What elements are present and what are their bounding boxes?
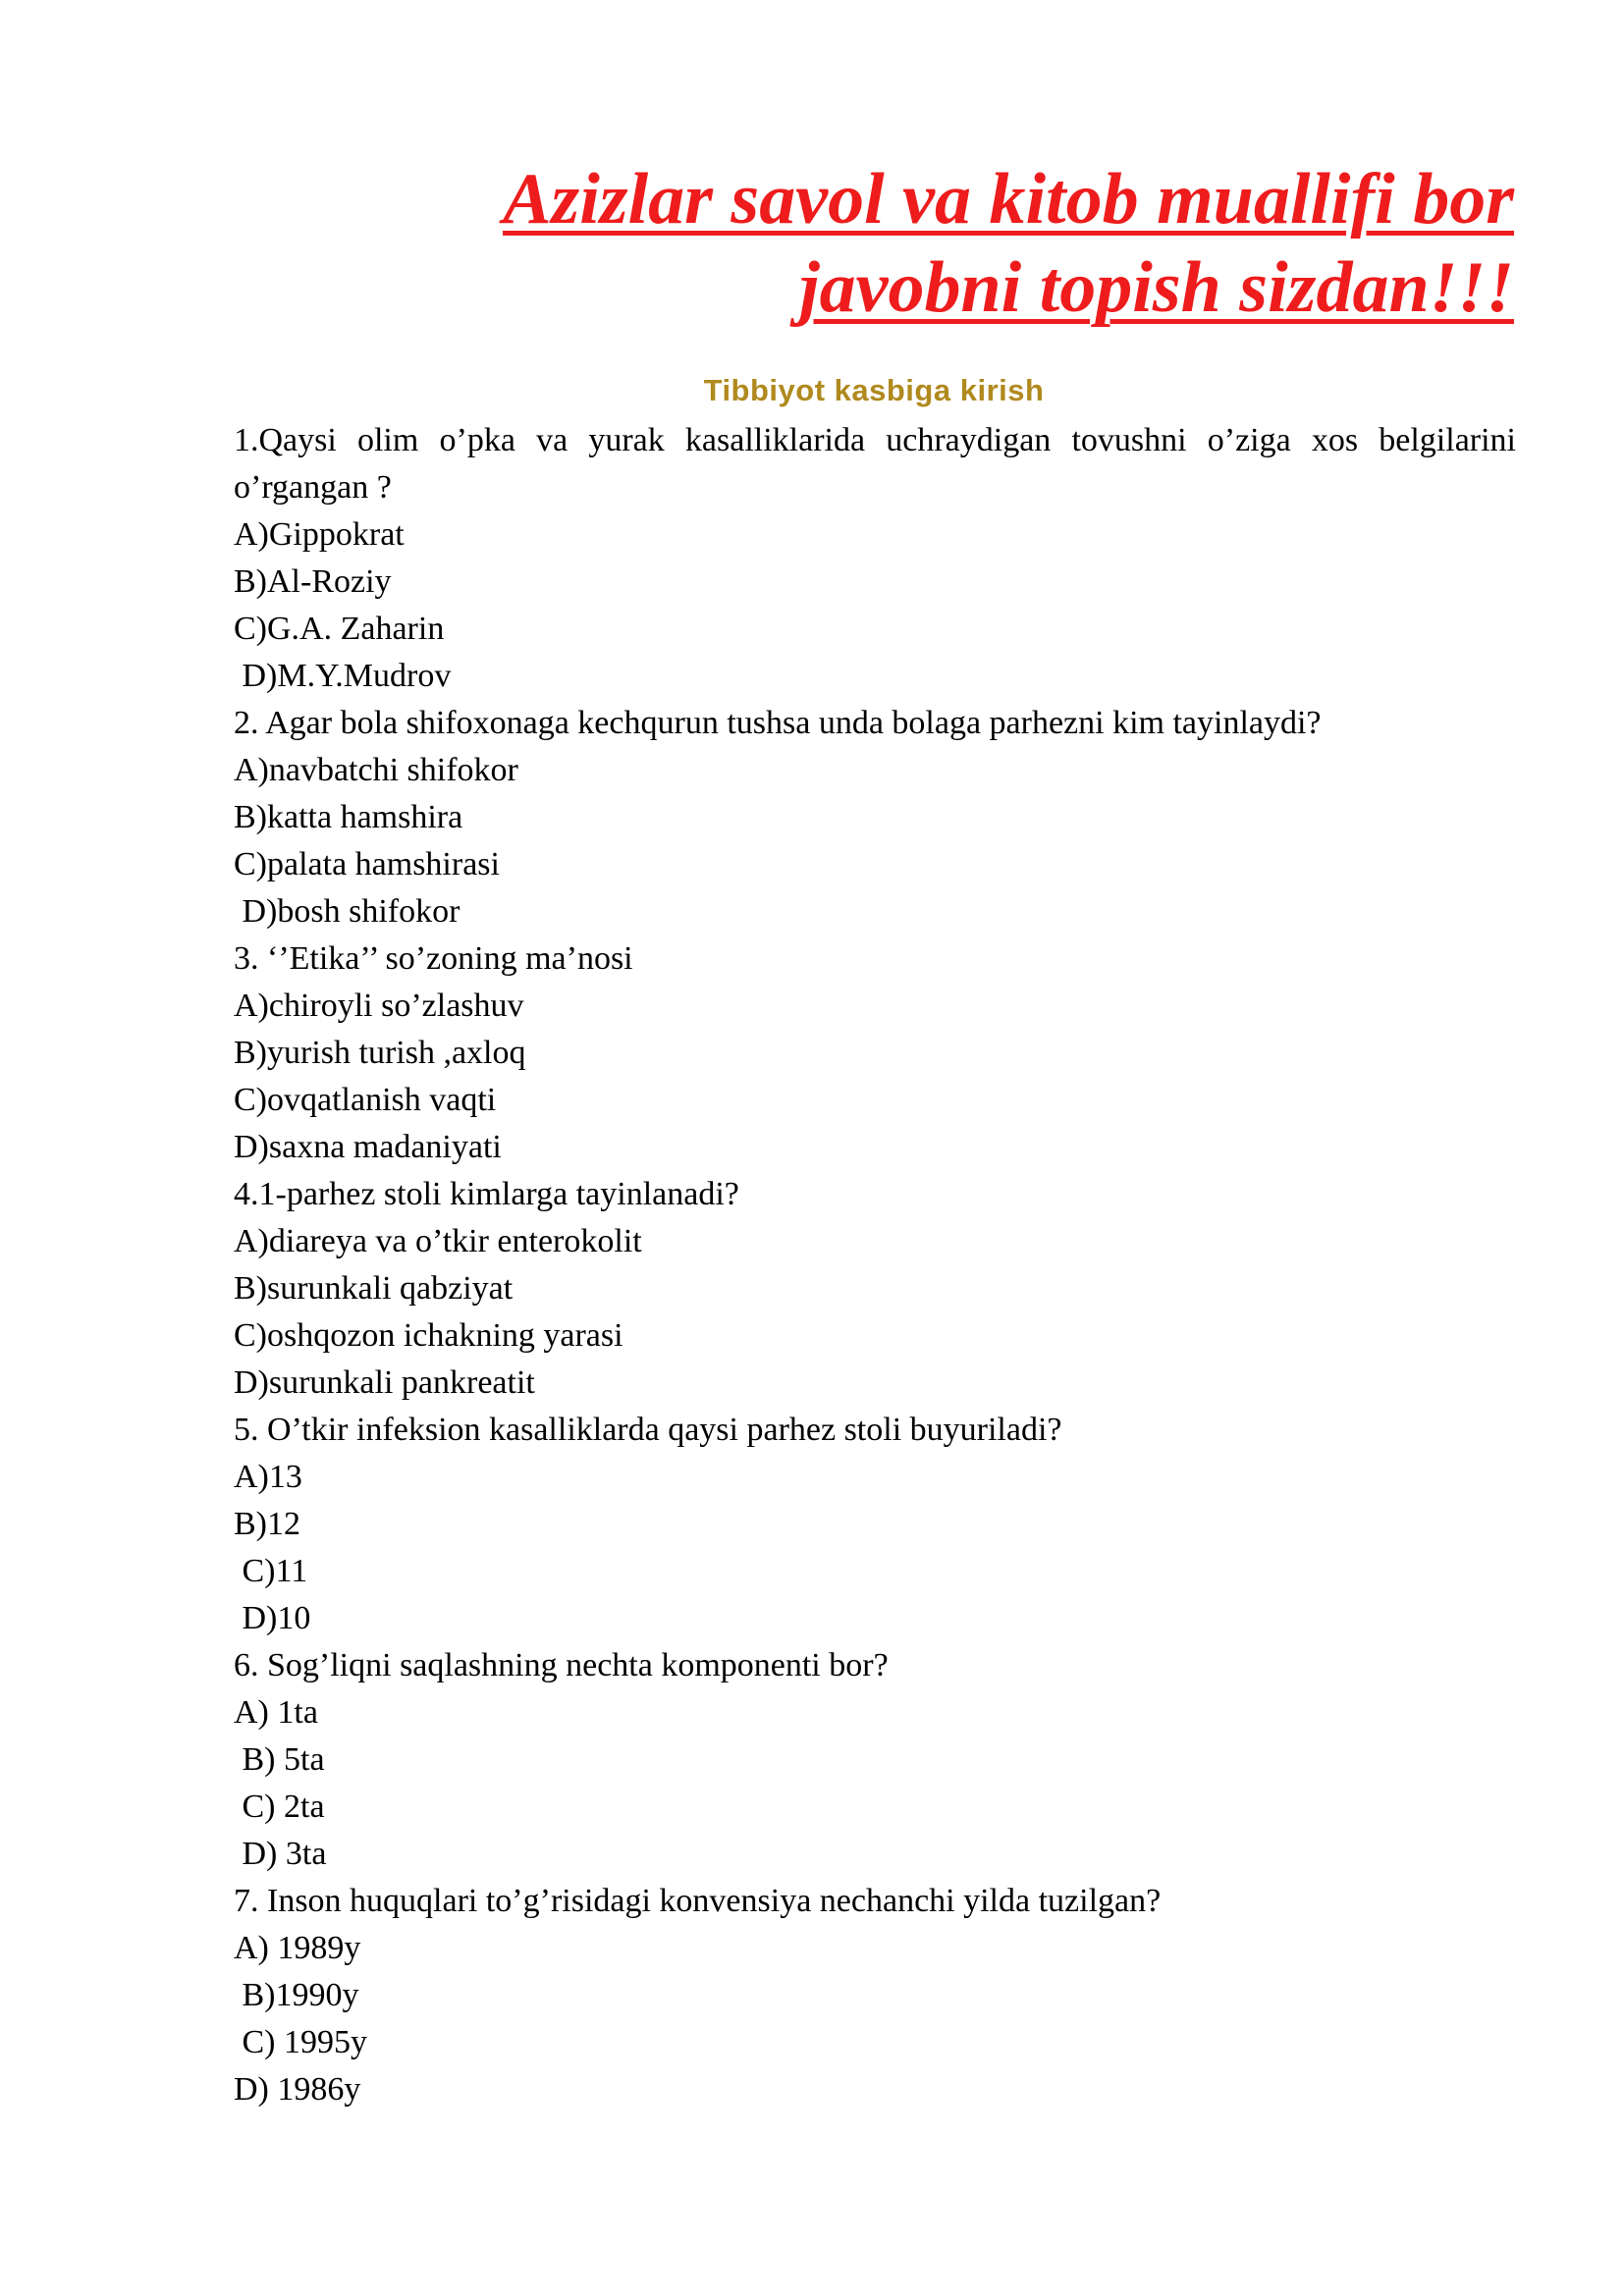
question-text: 5. O’tkir infeksion kasalliklarda qaysi parhez stoli buyuriladi? bbox=[234, 1412, 1062, 1448]
option-b: B)katta hamshira bbox=[234, 799, 463, 835]
question-1 bbox=[234, 417, 1516, 700]
option-c: C)ovqatlanish vaqti bbox=[234, 1082, 497, 1118]
option-a: A)diareya va o’tkir enterokolit bbox=[234, 1223, 642, 1259]
question-4 bbox=[234, 1171, 1516, 1407]
question-5 bbox=[234, 1407, 1516, 1642]
option-d: D)M.Y.Mudrov bbox=[234, 658, 452, 694]
question-list bbox=[234, 417, 1516, 2113]
option-c: C)oshqozon ichakning yarasi bbox=[234, 1317, 623, 1354]
question-text: 6. Sog’liqni saqlashning nechta komponenti bor? bbox=[234, 1647, 889, 1683]
option-c: C)palata hamshirasi bbox=[234, 846, 500, 882]
option-c: C) 1995y bbox=[234, 2024, 367, 2060]
question-text: 2. Agar bola shifoxonaga kechqurun tushsa unda bolaga parhezni kim tayinlaydi? bbox=[234, 705, 1322, 741]
option-a: A) 1989y bbox=[234, 1930, 361, 1966]
question-3 bbox=[234, 935, 1516, 1171]
question-7 bbox=[234, 1878, 1516, 2113]
question-text: 7. Inson huquqlari to’g’risidagi konvensiya nechanchi yilda tuzilgan? bbox=[234, 1883, 1162, 1919]
option-a: A)Gippokrat bbox=[234, 516, 405, 553]
option-d: D) 3ta bbox=[234, 1836, 327, 1872]
option-d: D)surunkali pankreatit bbox=[234, 1364, 535, 1401]
option-a: A)navbatchi shifokor bbox=[234, 752, 518, 788]
question-2 bbox=[234, 700, 1516, 935]
question-text: 3. ‘’Etika’’ so’zoning ma’nosi bbox=[234, 940, 633, 977]
option-a: A)13 bbox=[234, 1459, 302, 1495]
option-a: A)chiroyli so’zlashuv bbox=[234, 988, 524, 1024]
question-6 bbox=[234, 1642, 1516, 1878]
question-text-continued: o’rgangan ? bbox=[234, 469, 392, 506]
option-a: A) 1ta bbox=[234, 1694, 318, 1731]
option-b: B)surunkali qabziyat bbox=[234, 1270, 514, 1307]
subtitle: Tibbiyot kasbiga kirish bbox=[703, 373, 1045, 407]
banner-line-1: Azizlar savol va kitob muallifi bor bbox=[503, 159, 1514, 240]
option-d: D)10 bbox=[234, 1600, 311, 1636]
option-b: B)1990y bbox=[234, 1977, 359, 2013]
option-c: C)G.A. Zaharin bbox=[234, 611, 445, 647]
option-b: B)Al-Roziy bbox=[234, 563, 392, 600]
option-c: C) 2ta bbox=[234, 1789, 325, 1825]
question-text: 4.1-parhez stoli kimlarga tayinlanadi? bbox=[234, 1176, 739, 1212]
banner-line-2: javobni topish sizdan!!! bbox=[799, 247, 1514, 328]
banner-heading bbox=[287, 155, 1514, 332]
option-d: D)saxna madaniyati bbox=[234, 1129, 502, 1165]
option-b: B)yurish turish ,axloq bbox=[234, 1035, 526, 1071]
option-c: C)11 bbox=[234, 1553, 308, 1589]
option-b: B)12 bbox=[234, 1506, 300, 1542]
option-b: B) 5ta bbox=[234, 1741, 325, 1778]
option-d: D) 1986y bbox=[234, 2071, 361, 2108]
option-d: D)bosh shifokor bbox=[234, 893, 460, 930]
question-text: 1.Qaysi olim o’pka va yurak kasalliklarida uchraydigan tovushni o’ziga xos belgilarini bbox=[234, 422, 1516, 458]
